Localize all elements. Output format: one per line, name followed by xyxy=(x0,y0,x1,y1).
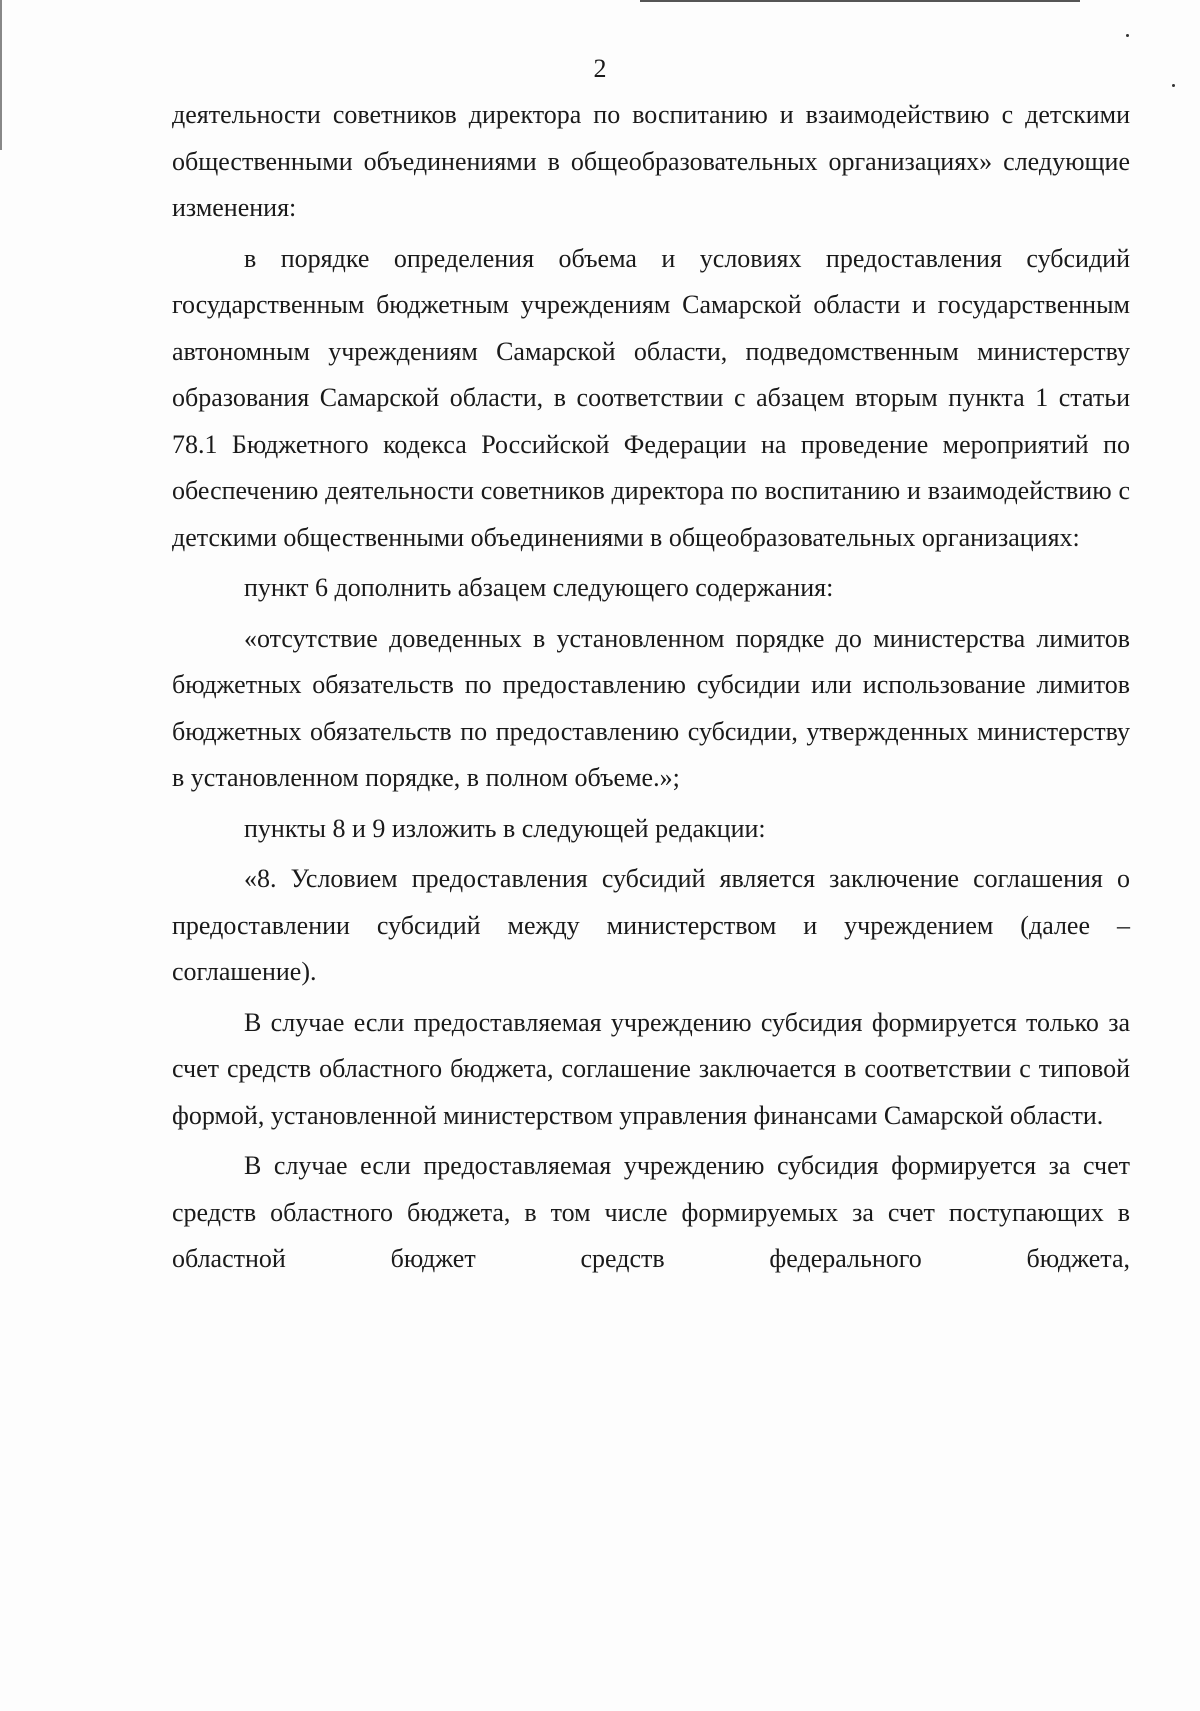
paragraph-3: пункт 6 дополнить абзацем следующего содержания: xyxy=(244,573,834,602)
scan-speck xyxy=(1126,34,1129,37)
scan-edge-top xyxy=(640,0,1080,2)
paragraph-8: В случае если предоставляемая учреждению субсидия формируется за счет средств областного бюджета, в том числе формируемых за счет поступающих в областной бюджет средств федерального бюджета, xyxy=(172,1151,1130,1273)
scan-speck xyxy=(1172,84,1175,87)
paragraph-2: в порядке определения объема и условиях предоставления субсидий государственным бюджетным учреждениям Самарской области и государственным автономным учреждениям Самарской области, подведомственным министерству образования Самарской области, в соответствии с абзацем вторым пункта 1 статьи 78.1 Бюджетного кодекса Российской Федерации на проведение мероприятий по обеспечению деятельности советников директора по воспитанию и взаимодействию с детскими общественными объединениями в общеобразовательных организациях: xyxy=(172,243,1130,552)
paragraph-4: «отсутствие доведенных в установленном порядке до министерства лимитов бюджетных обязательств по предоставлению субсидии или использование лимитов бюджетных обязательств по предоставлению субсидии, утвержденных министерству в установленном порядке, в полном объеме.»; xyxy=(172,623,1130,792)
paragraph-7: В случае если предоставляемая учреждению субсидия формируется только за счет средств областного бюджета, соглашение заключается в соответствии с типовой формой, установленной министерством управления финансами Самарской области. xyxy=(172,1007,1130,1130)
page-number: 2 xyxy=(593,54,607,83)
paragraph-6: «8. Условием предоставления субсидий является заключение соглашения о предоставлении субсидий между министерством и учреждением (далее – соглашение). xyxy=(172,864,1130,986)
paragraph-5: пункты 8 и 9 изложить в следующей редакции: xyxy=(244,813,766,843)
paragraph-1: деятельности советников директора по воспитанию и взаимодействию с детскими общественными объединениями в общеобразовательных организациях» следующие изменения: xyxy=(172,100,1130,222)
document-body xyxy=(172,92,1130,1283)
